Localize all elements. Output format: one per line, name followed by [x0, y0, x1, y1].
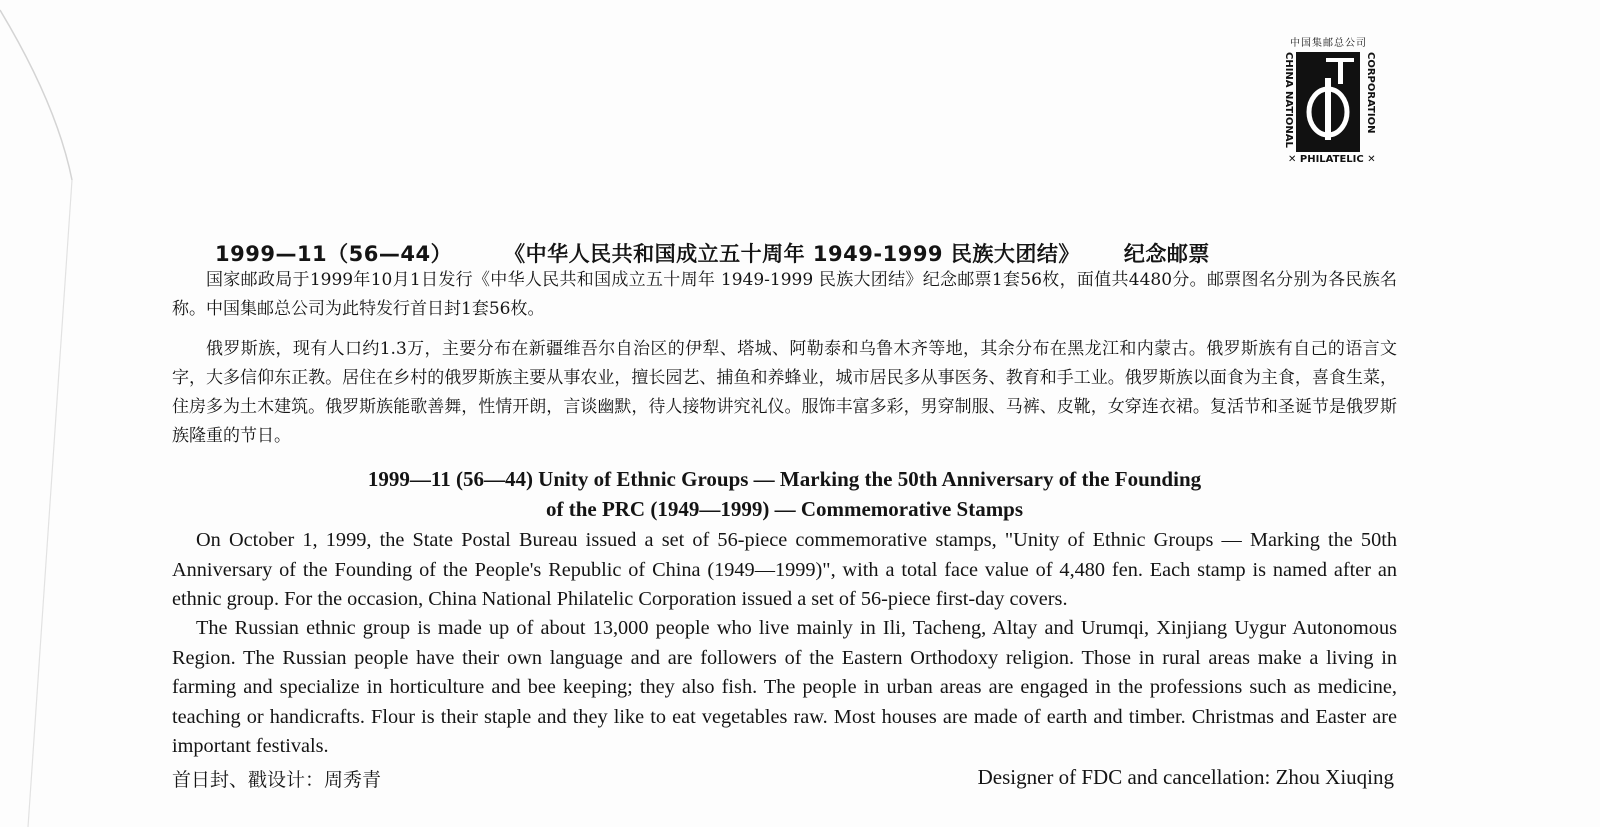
logo-chinese-name: 中国集邮总公司: [1290, 38, 1367, 49]
philatelic-corporation-logo: [1282, 30, 1392, 170]
designer-credit-english: Designer of FDC and cancellation: Zhou Xiuqing: [977, 765, 1394, 789]
logo-bottom-label: PHILATELIC: [1299, 154, 1364, 165]
logo-bottom-text: ✕ PHILATELIC ✕: [1288, 154, 1376, 165]
chinese-paragraph-ethnic-group: [172, 335, 1397, 451]
logo-left-text: CHINA NATIONAL: [1283, 52, 1294, 148]
english-paragraph-ethnic-group: [172, 614, 1397, 762]
designer-credit-chinese: 首日封、戳设计：周秀青: [172, 769, 382, 791]
chinese-paragraph-issue: [172, 266, 1397, 324]
chinese-title-code: 1999—11（56—44）: [215, 242, 453, 266]
english-paragraph-1-text: On October 1, 1999, the State Postal Bureau issued a set of 56-piece commemorative stamps, "Unity of Ethnic Groups — Marking the 50th Anniversary of the Founding of the People's Republic of China (1949—1999)", with a total face value of 4,480 fen. Each stamp is named after an ethnic group. For the occasion, China National Philatelic Corporation issued a set of 56-piece first-day covers.: [172, 529, 1397, 610]
philatelic-logo-icon: [1296, 52, 1360, 152]
english-title-line-1: 1999—11 (56—44) Unity of Ethnic Groups — Marking the 50th Anniversary of the Founding: [367, 467, 1202, 491]
english-title: [172, 464, 1397, 524]
chinese-paragraph-1-text: 国家邮政局于1999年10月1日发行《中华人民共和国成立五十周年 1949-1999 民族大团结》纪念邮票1套56枚，面值共4480分。邮票图名分别为各民族名称。中国集邮总公司为此特发行首日封1套56枚。: [172, 270, 1397, 319]
english-paragraph-issue: [172, 526, 1397, 615]
chinese-title: [215, 238, 1375, 268]
logo-right-text: CORPORATION: [1365, 52, 1376, 134]
english-paragraph-2-text: The Russian ethnic group is made up of about 13,000 people who live mainly in Ili, Tacheng, Altay and Urumqi, Xinjiang Uygur Autonomous Region. The Russian people have their own language and are followers of the Eastern Orthodoxy religion. Those in rural areas make a living in farming and specialize in horticulture and bee keeping; they also fish. The people in urban areas are engaged in the professions such as medicine, teaching or handicrafts. Flour is their staple and they like to eat vegetables raw. Most houses are made of earth and timber. Christmas and Easter are important festivals.: [172, 617, 1397, 757]
english-title-line-2: of the PRC (1949—1999) — Commemorative Stamps: [545, 497, 1024, 521]
chinese-title-suffix: 纪念邮票: [1123, 242, 1210, 266]
chinese-paragraph-2-text: 俄罗斯族，现有人口约1.3万，主要分布在新疆维吾尔自治区的伊犁、塔城、阿勒泰和乌鲁木齐等地，其余分布在黑龙江和内蒙古。俄罗斯族有自己的语言文字，大多信仰东正教。居住在乡村的俄罗斯族主要从事农业，擅长园艺、捕鱼和养蜂业，城市居民多从事医务、教育和手工业。俄罗斯族以面食为主食，喜食生菜，住房多为土木建筑。俄罗斯族能歌善舞，性情开朗，言谈幽默，待人接物讲究礼仪。服饰丰富多彩，男穿制服、马裤、皮靴，女穿连衣裙。复活节和圣诞节是俄罗斯族隆重的节日。: [172, 339, 1397, 446]
chinese-title-name: 《中华人民共和国成立五十周年 1949-1999 民族大团结》: [504, 242, 1080, 266]
